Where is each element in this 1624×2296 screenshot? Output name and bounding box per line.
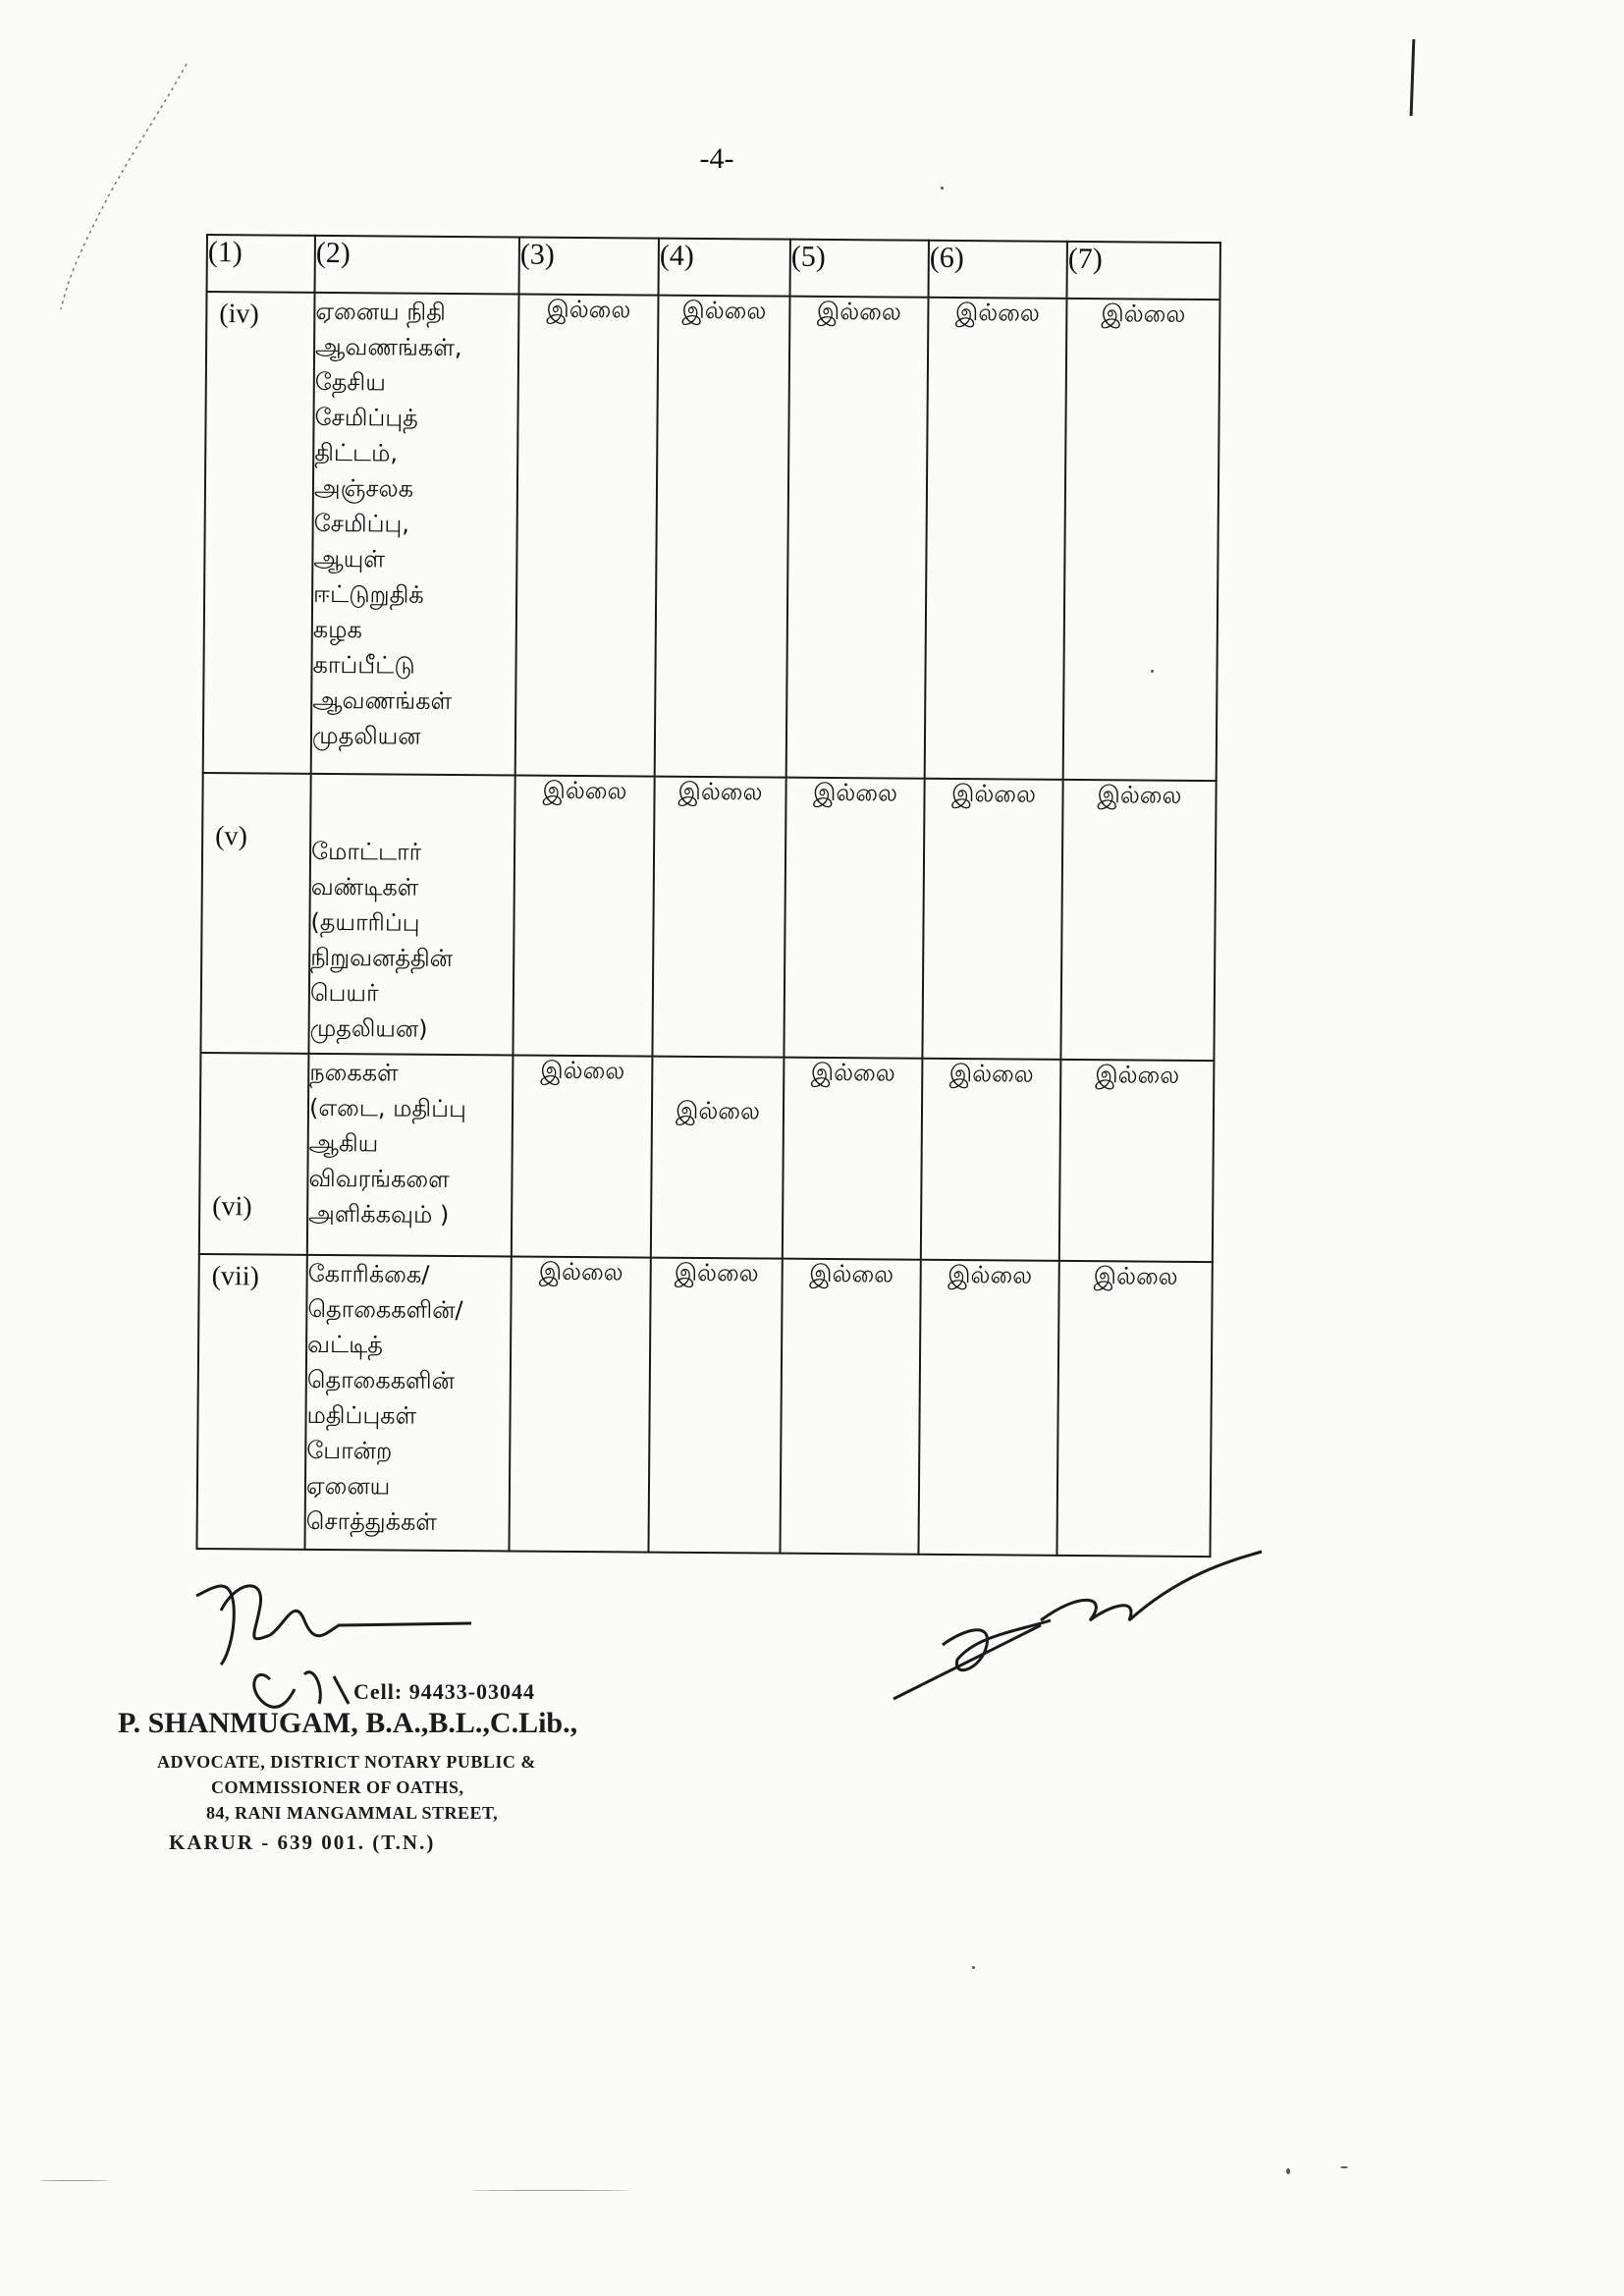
row-description: ஏனைய நிதி ஆவணங்கள், தேசிய சேமிப்புத் திட்டம், அஞ்சலக சேமிப்பு, ஆயுள் ஈட்டுறுதிக் கழக காப்பீட்டு ஆவணங்கள் முதலியன — [311, 293, 519, 776]
table-row — [200, 773, 1216, 1061]
stamp-city: KARUR - 639 001. (T.N.) — [169, 1831, 436, 1854]
deponent-signature — [884, 1527, 1276, 1723]
value-cell: இல்லை — [652, 777, 785, 1058]
value-cell: இல்லை — [651, 1057, 785, 1259]
value-cell: இல்லை — [1060, 780, 1216, 1061]
margin-mark — [1410, 39, 1416, 116]
stamp-role: COMMISSIONER OF OATHS, — [211, 1777, 464, 1797]
column-header-1: (1) — [207, 235, 315, 293]
scan-speck — [471, 2190, 628, 2191]
row-description: நகைகள் (எடை, மதிப்பு ஆகிய விவரங்களை அளிக்கவும் ) — [307, 1054, 514, 1257]
scan-speck — [941, 187, 944, 190]
scan-speck — [1340, 2166, 1348, 2168]
value-cell: இல்லை — [780, 1259, 920, 1555]
value-cell: இல்லை — [784, 778, 924, 1059]
value-cell: இல்லை — [1059, 1060, 1215, 1262]
value-cell: இல்லை — [515, 295, 659, 777]
row-serial: (vii) — [211, 1261, 260, 1292]
column-header-6: (6) — [929, 241, 1067, 299]
row-serial: (iv) — [219, 299, 259, 330]
row-serial: (vi) — [212, 1191, 252, 1223]
table-header-row — [207, 235, 1220, 300]
scan-speck — [972, 1966, 975, 1969]
value-cell: இல்லை — [512, 1055, 653, 1257]
row-serial: (v) — [215, 821, 247, 852]
value-cell: இல்லை — [918, 1260, 1058, 1556]
stamp-street: 84, RANI MANGAMMAL STREET, — [206, 1803, 499, 1823]
stamp-title: ADVOCATE, DISTRICT NOTARY PUBLIC & — [157, 1752, 536, 1772]
column-header-7: (7) — [1067, 242, 1220, 300]
stamp-cell-number: Cell: 94433-03044 — [353, 1679, 536, 1704]
scan-speck — [1151, 670, 1154, 673]
scan-speck — [39, 2180, 108, 2181]
value-cell: இல்லை — [783, 1058, 923, 1260]
column-header-2: (2) — [315, 236, 519, 295]
value-cell: இல்லை — [922, 779, 1062, 1060]
value-cell: இல்லை — [655, 296, 790, 778]
value-cell: இல்லை — [509, 1256, 650, 1552]
value-cell: இல்லை — [1056, 1261, 1212, 1557]
page-number: -4- — [699, 142, 734, 175]
column-header-3: (3) — [519, 238, 659, 296]
row-description: கோரிக்கை/ தொகைகளின்/ வட்டித் தொகைகளின் மதிப்புகள் போன்ற ஏனைய சொத்துக்கள் — [304, 1255, 511, 1552]
value-cell: இல்லை — [786, 297, 929, 779]
scan-speck — [1286, 2168, 1290, 2174]
column-header-4: (4) — [659, 239, 790, 297]
paper-crease — [39, 59, 196, 314]
row-description: மோட்டார் வண்டிகள் (தயாரிப்பு நிறுவனத்தின் பெயர் முதலியன) — [308, 774, 514, 1056]
table-row — [196, 1254, 1212, 1557]
column-header-5: (5) — [790, 240, 929, 298]
assets-table — [195, 234, 1220, 1558]
value-cell: இல்லை — [1063, 299, 1220, 781]
value-cell: இல்லை — [513, 775, 654, 1056]
table-row — [203, 292, 1220, 781]
value-cell: இல்லை — [925, 298, 1067, 780]
table-row — [199, 1053, 1215, 1262]
value-cell: இல்லை — [921, 1059, 1061, 1261]
stamp-name: P. SHANMUGAM, B.A.,B.L.,C.Lib., — [118, 1707, 578, 1739]
value-cell: இல்லை — [648, 1258, 782, 1554]
